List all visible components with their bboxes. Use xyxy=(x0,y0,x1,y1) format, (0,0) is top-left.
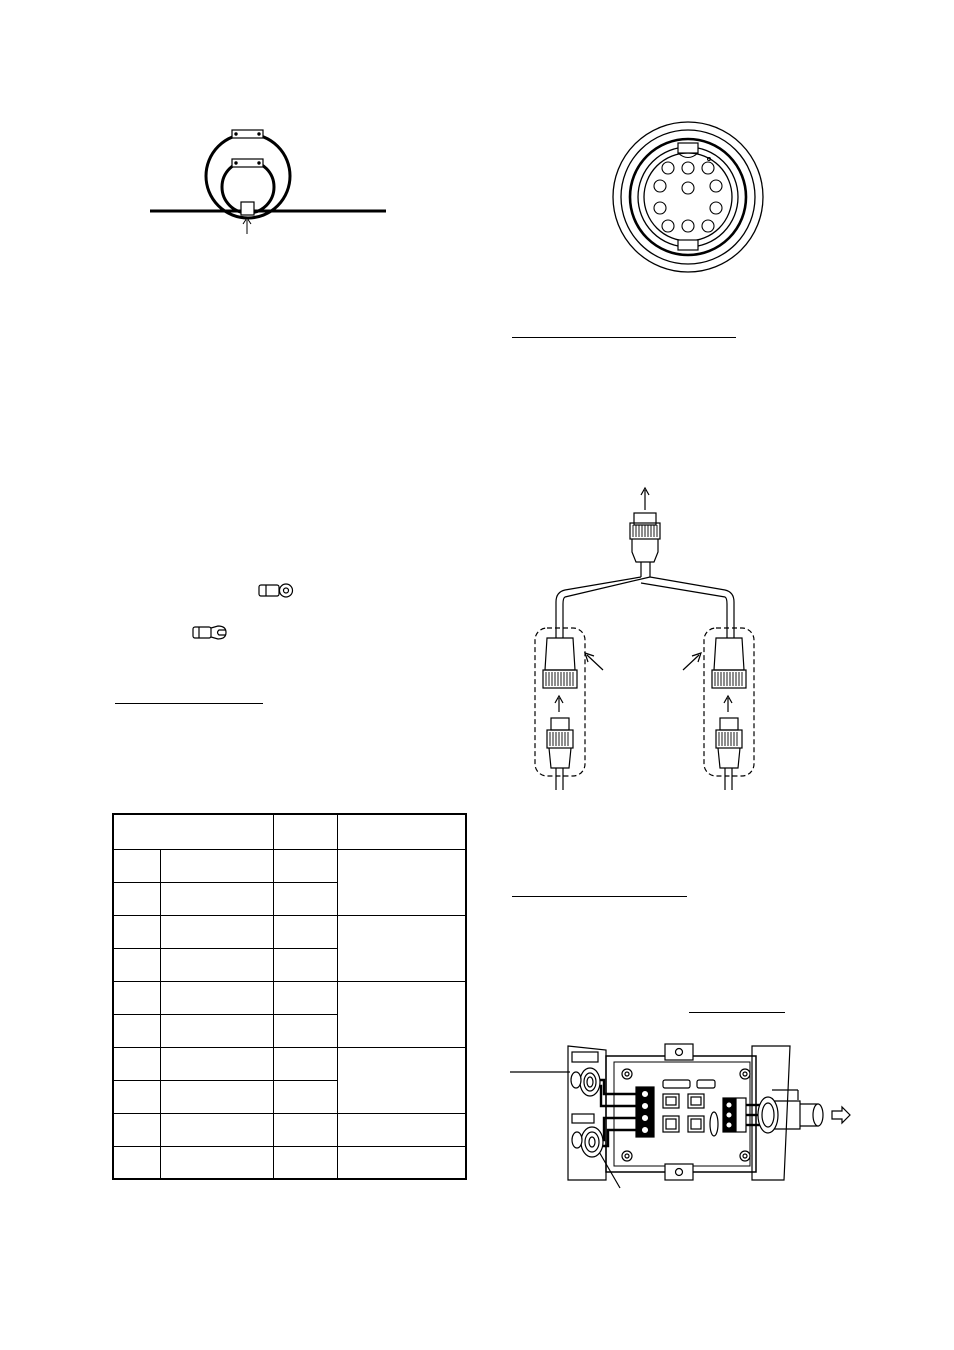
junction-box-drawing xyxy=(510,1044,850,1188)
